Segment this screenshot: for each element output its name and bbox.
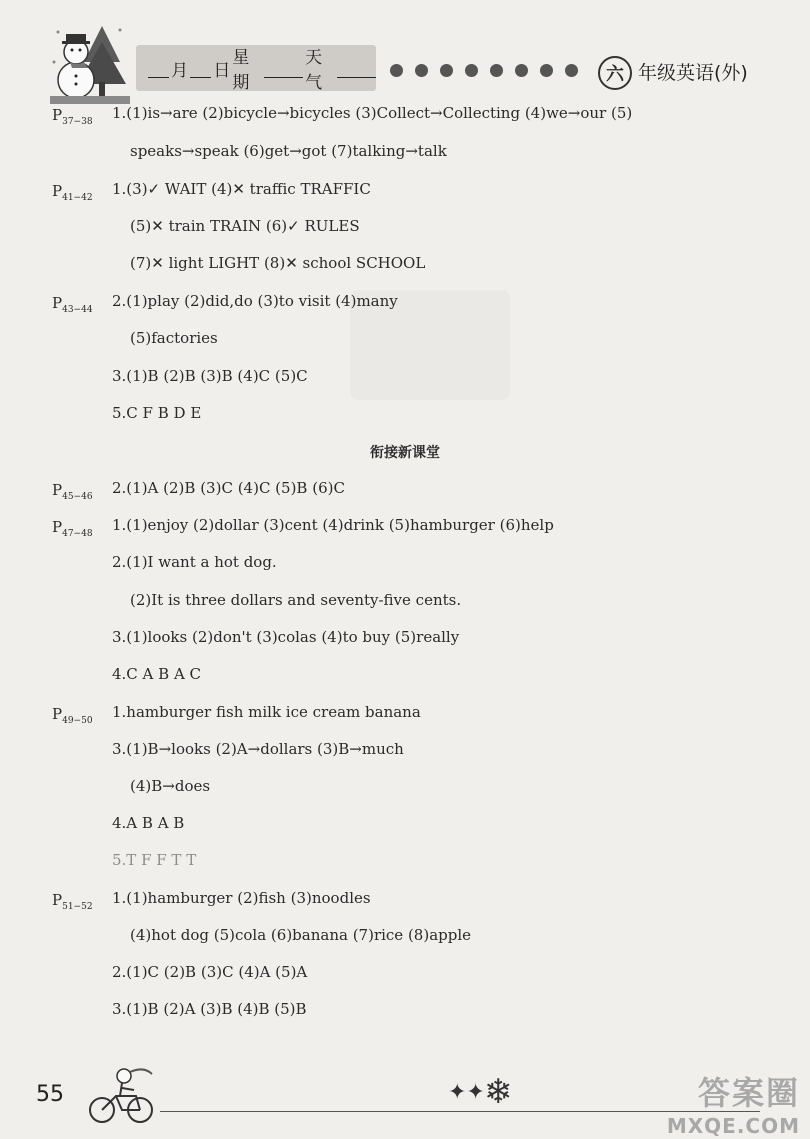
answer-line: (7)✕ light LIGHT (8)✕ school SCHOOL: [130, 254, 426, 272]
answer-line: 3.(1)B→looks (2)A→dollars (3)B→much: [112, 740, 404, 758]
answer-line: 1.(1)hamburger (2)fish (3)noodles: [112, 889, 371, 907]
answer-line: 2.(1)I want a hot dog.: [112, 553, 277, 571]
grade-badge: 六: [598, 56, 632, 90]
section-heading: 衔接新课堂: [370, 445, 440, 461]
answer-line: 1.(1)enjoy (2)dollar (3)cent (4)drink (5)hamburger (6)help: [112, 516, 554, 534]
page-ref-37-38: $P_{37-38}$: [52, 106, 93, 127]
page-ref-41-42: $P_{41-42}$: [52, 182, 93, 203]
answer-line: 1.(1)is→are (2)bicycle→bicycles (3)Collect→Collecting (4)we→our (5): [112, 104, 633, 122]
answer-line: 5.C F B D E: [112, 404, 202, 422]
answer-line: speaks→speak (6)get→got (7)talking→talk: [130, 142, 447, 160]
answer-line: (2)It is three dollars and seventy-five cents.: [130, 591, 462, 609]
answer-line: 2.(1)play (2)did,do (3)to visit (4)many: [112, 292, 398, 310]
cyclist-icon: [86, 1066, 156, 1126]
answer-line: 2.(1)A (2)B (3)C (4)C (5)B (6)C: [112, 479, 345, 497]
answer-line: 5.T F F T T: [112, 851, 197, 869]
answer-line: 1.(3)✓ WAIT (4)✕ traffic TRAFFIC: [112, 180, 371, 198]
answer-line: 1.hamburger fish milk ice cream banana: [112, 703, 421, 721]
date-label-day: 日: [213, 60, 231, 81]
sparkle-icon: ✦✦: [448, 1080, 485, 1105]
date-label-month: 月: [171, 60, 189, 81]
answer-line: 2.(1)C (2)B (3)C (4)A (5)A: [112, 963, 308, 981]
answer-line: 3.(1)B (2)A (3)B (4)B (5)B: [112, 1000, 307, 1018]
grade-title: 年级英语(外): [638, 62, 748, 84]
watermark-title: 答案圈: [697, 1074, 800, 1112]
watermark: [667, 1068, 800, 1138]
watermark-url: MXQE.COM: [666, 1114, 800, 1138]
answer-line: 3.(1)looks (2)don't (3)colas (4)to buy (5)really: [112, 628, 460, 646]
answer-line: 3.(1)B (2)B (3)B (4)C (5)C: [112, 367, 308, 385]
page-number: 55: [36, 1082, 64, 1107]
answer-line: (4)hot dog (5)cola (6)banana (7)rice (8)apple: [130, 926, 472, 944]
page-ref-43-44: $P_{43-44}$: [52, 294, 93, 315]
date-label-weather: 天气: [305, 48, 323, 93]
answer-line: 4.A B A B: [112, 814, 185, 832]
date-label-weekday: 星期: [232, 48, 250, 93]
snowflake-icon: ❄: [484, 1072, 513, 1112]
page-ref-49-50: $P_{49-50}$: [52, 705, 93, 726]
answer-line: (4)B→does: [130, 777, 211, 795]
page-ref-45-46: $P_{45-46}$: [52, 481, 93, 502]
answer-line: (5)factories: [130, 329, 218, 347]
page-footer: [0, 1060, 810, 1139]
page-ref-51-52: $P_{51-52}$: [52, 891, 93, 912]
answer-line: 4.C A B A C: [112, 665, 202, 683]
answer-line: (5)✕ train TRAIN (6)✓ RULES: [130, 217, 360, 235]
page-ref-47-48: $P_{47-48}$: [52, 518, 93, 539]
